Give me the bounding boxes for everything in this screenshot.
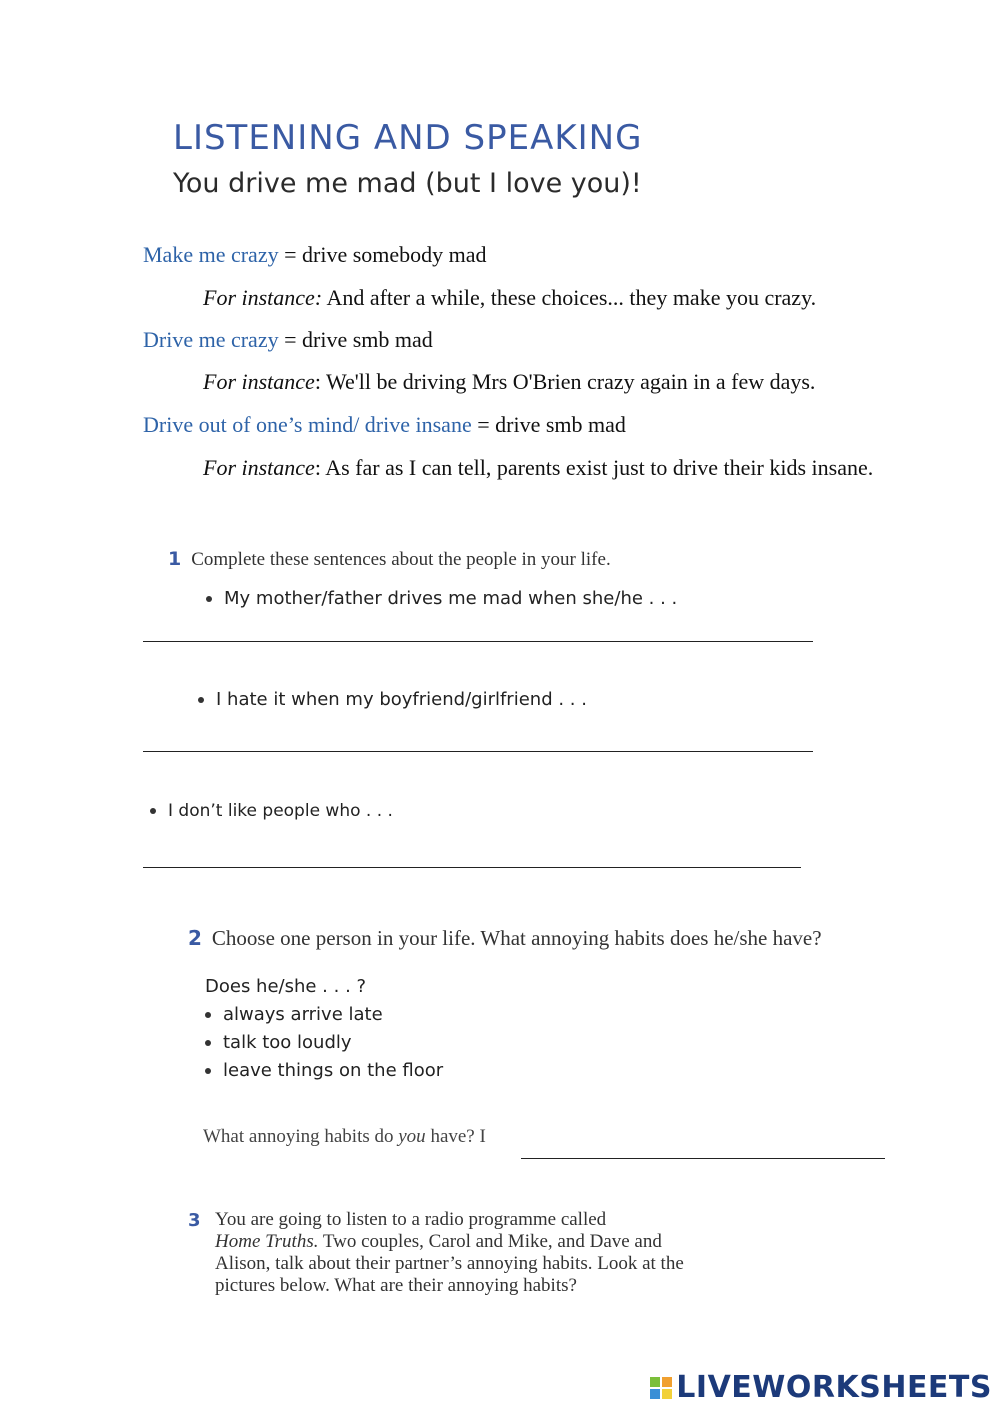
bullet-icon (198, 697, 204, 703)
prompt-text: My mother/father drives me mad when she/he . . . (224, 588, 678, 609)
task3-line: You are going to listen to a radio programme called (215, 1209, 607, 1230)
vocab-term: Drive me crazy (143, 327, 279, 352)
habit-question: Does he/she . . . ? (205, 976, 367, 997)
task3-line: pictures below. What are their annoying habits? (215, 1275, 577, 1296)
example-text: : We'll be driving Mrs O'Brien crazy again in a few days. (314, 369, 816, 394)
vocab-definition: = drive somebody mad (278, 242, 487, 267)
vocab-item (143, 242, 487, 268)
vocab-item (143, 327, 433, 353)
liveworksheets-logo (650, 1370, 992, 1405)
habit-item (205, 1060, 443, 1081)
habit-text: talk too loudly (223, 1032, 352, 1053)
prompt-item (206, 588, 677, 609)
task3-number-wrap (188, 1210, 211, 1231)
task3-line-rest: Two couples, Carol and Mike, and Dave and (318, 1231, 662, 1252)
example-text: And after a while, these choices... they make you crazy. (322, 285, 817, 310)
page-subtitle: You drive me mad (but I love you)! (173, 168, 642, 199)
bullet-icon (205, 1040, 211, 1046)
self-question (203, 1126, 486, 1148)
task-instruction: Choose one person in your life. What annoying habits does he/she have? (211, 926, 822, 950)
self-question-post: have? I (425, 1126, 486, 1147)
vocab-example (203, 369, 815, 395)
prompt-item (150, 801, 393, 821)
prompt-text: I hate it when my boyfriend/girlfriend . . . (216, 689, 587, 710)
vocab-definition: = drive smb mad (471, 412, 626, 437)
example-label: For instance: (203, 285, 323, 310)
example-text: : As far as I can tell, parents exist just to drive their kids insane. (314, 455, 874, 480)
task-number: 3 (188, 1210, 201, 1231)
self-question-em: you (398, 1126, 426, 1147)
habit-text: leave things on the floor (223, 1060, 444, 1081)
answer-blank[interactable] (521, 1158, 885, 1159)
bullet-icon (205, 1068, 211, 1074)
bullet-icon (206, 596, 212, 602)
logo-icon (650, 1377, 672, 1399)
task3-line (215, 1231, 684, 1253)
example-label: For instance (203, 455, 315, 480)
answer-blank[interactable] (143, 641, 813, 642)
vocab-term: Drive out of one’s mind/ drive insane (143, 412, 472, 437)
task-number: 2 (188, 926, 202, 950)
task3-line: Alison, talk about their partner’s annoying habits. Look at the (215, 1253, 684, 1274)
programme-name: Home Truths. (215, 1231, 319, 1252)
habit-text: always arrive late (223, 1004, 383, 1025)
answer-blank[interactable] (143, 867, 801, 868)
page-title: LISTENING AND SPEAKING (173, 118, 643, 158)
vocab-term: Make me crazy (143, 242, 279, 267)
vocab-example (203, 285, 816, 311)
vocab-item (143, 412, 626, 438)
habit-item (205, 1032, 352, 1053)
habit-item (205, 1004, 383, 1025)
task3-text (215, 1209, 684, 1297)
example-label: For instance (203, 369, 315, 394)
bullet-icon (205, 1012, 211, 1018)
self-question-pre: What annoying habits do (203, 1126, 399, 1147)
vocab-definition: = drive smb mad (278, 327, 433, 352)
task2-heading (188, 926, 822, 951)
vocab-example (203, 455, 873, 481)
prompt-text: I don’t like people who . . . (168, 801, 393, 821)
task-instruction: Complete these sentences about the people in your life. (191, 549, 611, 570)
prompt-item (198, 689, 587, 710)
task-number: 1 (168, 548, 182, 570)
bullet-icon (150, 808, 156, 814)
answer-blank[interactable] (143, 751, 813, 752)
task1-heading (168, 548, 611, 571)
logo-text: LIVEWORKSHEETS (676, 1370, 992, 1405)
